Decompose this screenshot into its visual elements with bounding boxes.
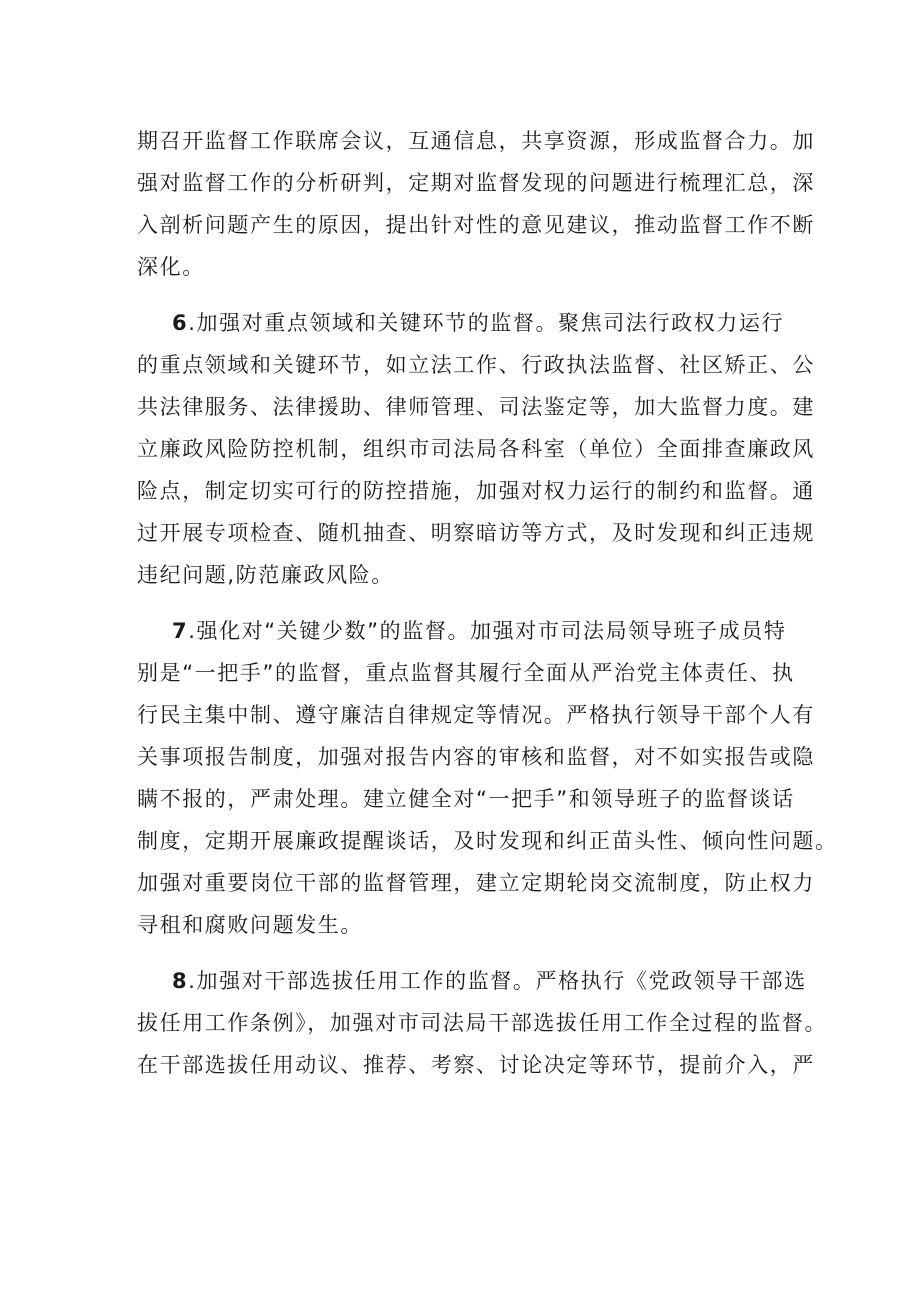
paragraph bbox=[137, 610, 838, 946]
text-line bbox=[137, 1044, 815, 1086]
text-line bbox=[137, 694, 815, 736]
text-line bbox=[137, 120, 815, 162]
paragraph bbox=[137, 120, 815, 288]
line-text: 险点，制定切实可行的防控措施，加强对权力运行的制约和监督。通 bbox=[137, 479, 815, 503]
line-text: 强对监督工作的分析研判，定期对监督发现的问题进行梳理汇总，深 bbox=[137, 171, 815, 195]
line-text: 违纪问题,防范廉政风险。 bbox=[137, 563, 394, 587]
line-text: 的重点领域和关键环节，如立法工作、行政执法监督、社区矫正、公 bbox=[137, 353, 815, 377]
line-text: 在干部选拔任用动议、推荐、考察、讨论决定等环节，提前介入，严 bbox=[137, 1053, 815, 1077]
paragraph-number: 6 bbox=[172, 311, 189, 335]
paragraph bbox=[137, 302, 815, 596]
text-line bbox=[137, 386, 815, 428]
text-line bbox=[137, 344, 815, 386]
paragraph bbox=[137, 960, 828, 1086]
text-line bbox=[137, 162, 815, 204]
line-text: 过开展专项检查、随机抽查、明察暗访等方式，及时发现和纠正违规 bbox=[137, 521, 815, 545]
paragraph-number: 8 bbox=[172, 969, 189, 993]
paragraph-number: 7 bbox=[172, 619, 189, 643]
text-line bbox=[137, 246, 787, 288]
text-line bbox=[137, 1002, 828, 1044]
text-line bbox=[137, 302, 787, 344]
text-line bbox=[137, 820, 838, 862]
line-text: .加强对干部选拔任用工作的监督。严格执行《党政领导干部选 bbox=[188, 969, 807, 993]
line-text: 关事项报告制度，加强对报告内容的审核和监督，对不如实报告或隐 bbox=[137, 745, 815, 769]
text-line bbox=[137, 512, 815, 554]
text-line bbox=[137, 470, 815, 512]
text-line bbox=[137, 904, 787, 946]
text-line bbox=[137, 736, 815, 778]
line-text: 加强对重要岗位干部的监督管理，建立定期轮岗交流制度，防止权力 bbox=[137, 871, 815, 895]
text-line bbox=[137, 204, 815, 246]
line-text: .加强对重点领域和关键环节的监督。聚焦司法行政权力运行 bbox=[188, 311, 785, 335]
line-text: .强化对“关键少数”的监督。加强对市司法局领导班子成员特 bbox=[188, 619, 787, 643]
line-text: 制度，定期开展廉政提醒谈话，及时发现和纠正苗头性、倾向性问题。 bbox=[137, 829, 838, 853]
line-text: 入剖析问题产生的原因，提出针对性的意见建议，推动监督工作不断 bbox=[137, 213, 815, 237]
text-line bbox=[137, 862, 815, 904]
line-text: 期召开监督工作联席会议，互通信息，共享资源，形成监督合力。加 bbox=[137, 129, 815, 153]
document-body bbox=[137, 120, 838, 1100]
line-text: 别是“一把手”的监督，重点监督其履行全面从严治党主体责任、执 bbox=[137, 661, 795, 685]
line-text: 共法律服务、法律援助、律师管理、司法鉴定等，加大监督力度。建 bbox=[137, 395, 815, 419]
text-line bbox=[137, 428, 815, 470]
line-text: 拔任用工作条例》，加强对市司法局干部选拔任用工作全过程的监督。 bbox=[137, 1011, 828, 1035]
line-text: 寻租和腐败问题发生。 bbox=[137, 913, 363, 937]
text-line bbox=[137, 610, 787, 652]
line-text: 瞒不报的，严肃处理。建立健全对“一把手”和领导班子的监督谈话 bbox=[137, 787, 795, 811]
text-line bbox=[137, 554, 787, 596]
text-line bbox=[137, 652, 795, 694]
text-line bbox=[137, 778, 795, 820]
line-text: 立廉政风险防控机制，组织市司法局各科室（单位）全面排查廉政风 bbox=[137, 437, 815, 461]
text-line bbox=[137, 960, 807, 1002]
line-text: 行民主集中制、遵守廉洁自律规定等情况。严格执行领导干部个人有 bbox=[137, 703, 815, 727]
line-text: 深化。 bbox=[137, 255, 205, 279]
